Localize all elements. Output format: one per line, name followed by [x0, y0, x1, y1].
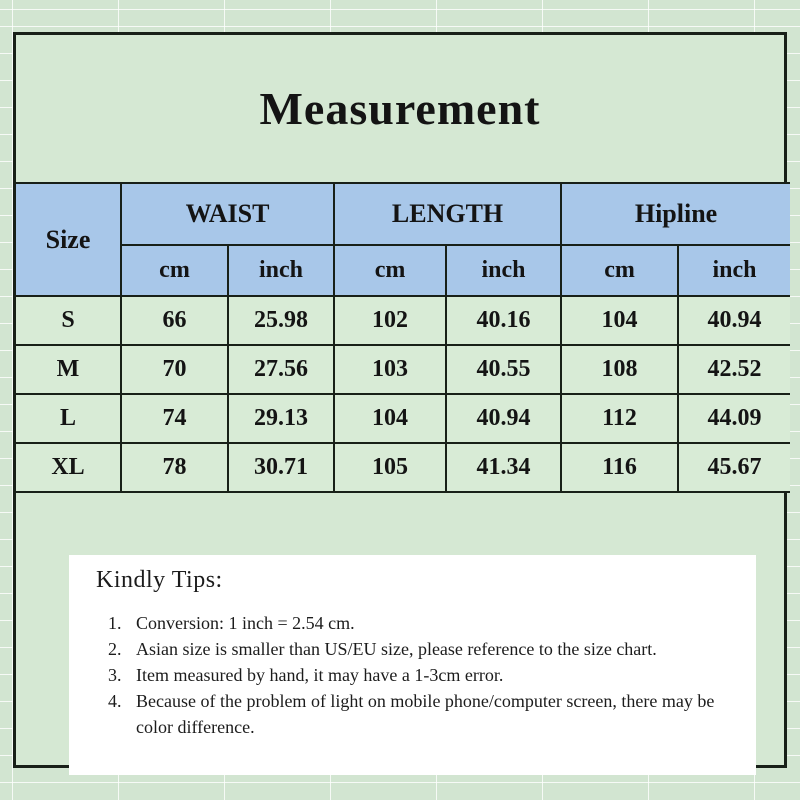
- size-row-label: S: [16, 296, 121, 345]
- unit-header-hipline-cm: cm: [561, 245, 678, 296]
- table-row-xl: [16, 443, 790, 492]
- measurement-cell: 45.67: [678, 443, 790, 492]
- measurement-cell: 70: [121, 345, 228, 394]
- measurement-cell: 103: [334, 345, 446, 394]
- measurement-cell: 29.13: [228, 394, 334, 443]
- size-row-label: XL: [16, 443, 121, 492]
- group-header-length: LENGTH: [334, 183, 561, 245]
- measurement-cell: 41.34: [446, 443, 561, 492]
- measurement-cell: 40.94: [678, 296, 790, 345]
- unit-header-length-inch: inch: [446, 245, 561, 296]
- measurement-cell: 25.98: [228, 296, 334, 345]
- unit-header-length-cm: cm: [334, 245, 446, 296]
- tip-item: 1. Conversion: 1 inch = 2.54 cm.: [126, 610, 746, 636]
- unit-header-waist-inch: inch: [228, 245, 334, 296]
- tips-heading: Kindly Tips:: [96, 567, 223, 593]
- measurement-cell: 44.09: [678, 394, 790, 443]
- measurement-cell: 78: [121, 443, 228, 492]
- measurement-cell: 104: [561, 296, 678, 345]
- tips-list: [96, 610, 746, 740]
- measurement-cell: 40.55: [446, 345, 561, 394]
- measurement-cell: 40.94: [446, 394, 561, 443]
- tip-item: 2. Asian size is smaller than US/EU size, please reference to the size chart.: [126, 636, 746, 662]
- measurement-cell: 27.56: [228, 345, 334, 394]
- measurement-cell: 30.71: [228, 443, 334, 492]
- measurement-cell: 40.16: [446, 296, 561, 345]
- unit-header-hipline-inch: inch: [678, 245, 790, 296]
- measurement-cell: 74: [121, 394, 228, 443]
- chart-title: Measurement: [259, 83, 541, 134]
- measurement-cell: 104: [334, 394, 446, 443]
- group-header-hipline: Hipline: [561, 183, 790, 245]
- size-row-label: M: [16, 345, 121, 394]
- tip-item: 3. Item measured by hand, it may have a 1-3cm error.: [126, 662, 746, 688]
- size-column-header: Size: [16, 183, 121, 296]
- unit-header-waist-cm: cm: [121, 245, 228, 296]
- table-row-l: [16, 394, 790, 443]
- table-row-s: [16, 296, 790, 345]
- measurement-cell: 66: [121, 296, 228, 345]
- tip-item: 4. Because of the problem of light on mobile phone/computer screen, there may be color difference.: [126, 688, 746, 740]
- measurement-cell: 116: [561, 443, 678, 492]
- measurement-cell: 108: [561, 345, 678, 394]
- group-header-waist: WAIST: [121, 183, 334, 245]
- size-chart-panel: [13, 32, 787, 768]
- size-table: [16, 182, 790, 493]
- table-row-m: [16, 345, 790, 394]
- size-row-label: L: [16, 394, 121, 443]
- tips-panel: [69, 555, 756, 775]
- measurement-cell: 112: [561, 394, 678, 443]
- measurement-cell: 42.52: [678, 345, 790, 394]
- measurement-cell: 105: [334, 443, 446, 492]
- measurement-cell: 102: [334, 296, 446, 345]
